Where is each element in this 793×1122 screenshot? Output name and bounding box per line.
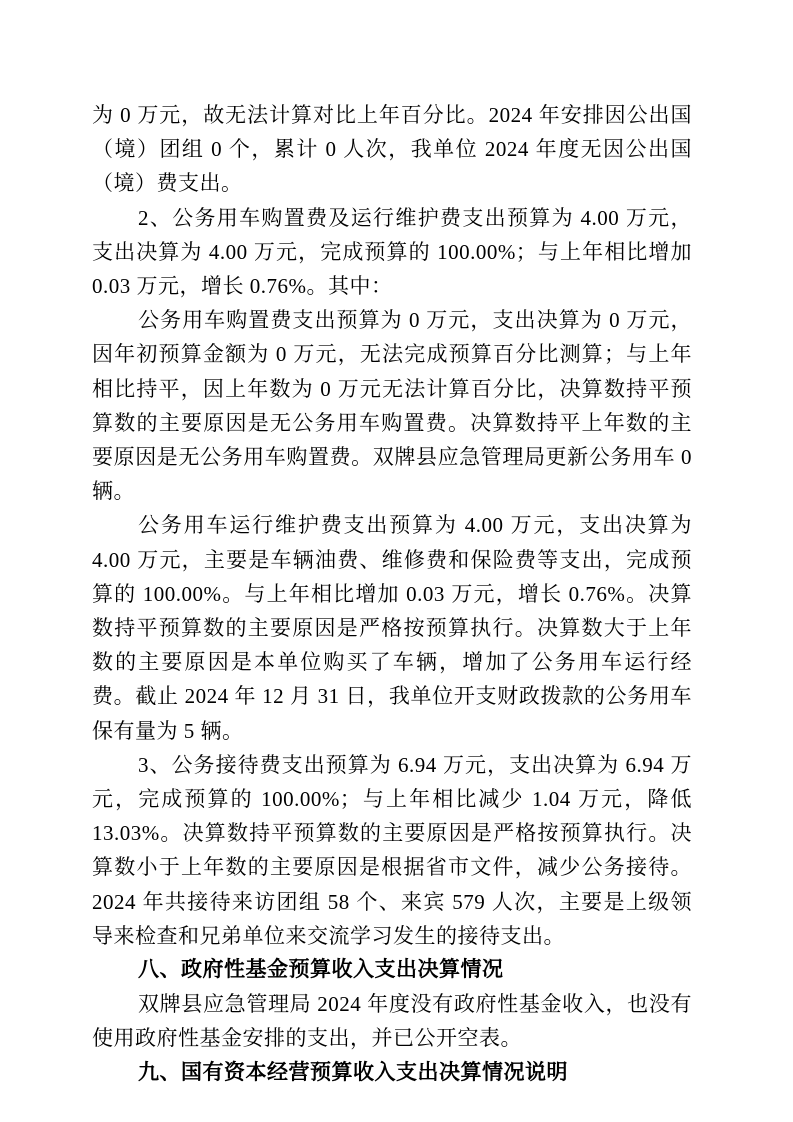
paragraph-vehicle-maintenance-detail: 公务用车运行维护费支出预算为 4.00 万元，支出决算为 4.00 万元，主要是车辆油费、维修费和保险费等支出，完成预算的 100.00%。与上年相比增加 0.03 万元，增长 0.76%。决算数持平预算数的主要原因是严格按预算执行。决算数大于上年数的主要原因是本单位购买了车辆，增加了公务用车运行经费。截止 2024 年 12 月 31 日，我单位开支财政拨款的公务用车保有量为 5 辆。: [92, 513, 692, 743]
paragraph-government-fund-statement: 双牌县应急管理局 2024 年度没有政府性基金收入，也没有使用政府性基金安排的支出，并已公开空表。: [92, 992, 692, 1051]
page-content: [92, 98, 692, 1090]
section-heading-9-state-capital-budget: 九、国有资本经营预算收入支出决算情况说明: [138, 1060, 568, 1084]
paragraph-continuation-overseas-trips: 为 0 万元，故无法计算对比上年百分比。2024 年安排因公出国（境）团组 0 个，累计 0 人次，我单位 2024 年度无因公出国（境）费支出。: [92, 103, 692, 196]
paragraph-vehicle-purchase-and-maintenance-total: 2、公务用车购置费及运行维护费支出预算为 4.00 万元，支出决算为 4.00 万元，完成预算的 100.00%；与上年相比增加 0.03 万元，增长 0.76%。其中：: [92, 205, 692, 299]
paragraph-vehicle-purchase-detail: 公务用车购置费支出预算为 0 万元，支出决算为 0 万元，因年初预算金额为 0 万元，无法完成预算百分比测算；与上年相比持平，因上年数为 0 万元无法计算百分比，决算数持平预算数的主要原因是无公务用车购置费。决算数持平上年数的主要原因是无公务用车购置费。双牌县应急管理局更新公务用车 0 辆。: [92, 308, 692, 504]
section-heading-8-government-fund-budget: 八、政府性基金预算收入支出决算情况: [138, 958, 504, 982]
paragraph-official-reception-expense: 3、公务接待费支出预算为 6.94 万元，支出决算为 6.94 万元，完成预算的 100.00%；与上年相比减少 1.04 万元，降低 13.03%。决算数持平预算数的主要原因是严格按预算执行。决算数小于上年数的主要原因是根据省市文件，减少公务接待。2024 年共接待来访团组 58 个、来宾 579 人次，主要是上级领导来检查和兄弟单位来交流学习发生的接待支出。: [92, 752, 692, 948]
